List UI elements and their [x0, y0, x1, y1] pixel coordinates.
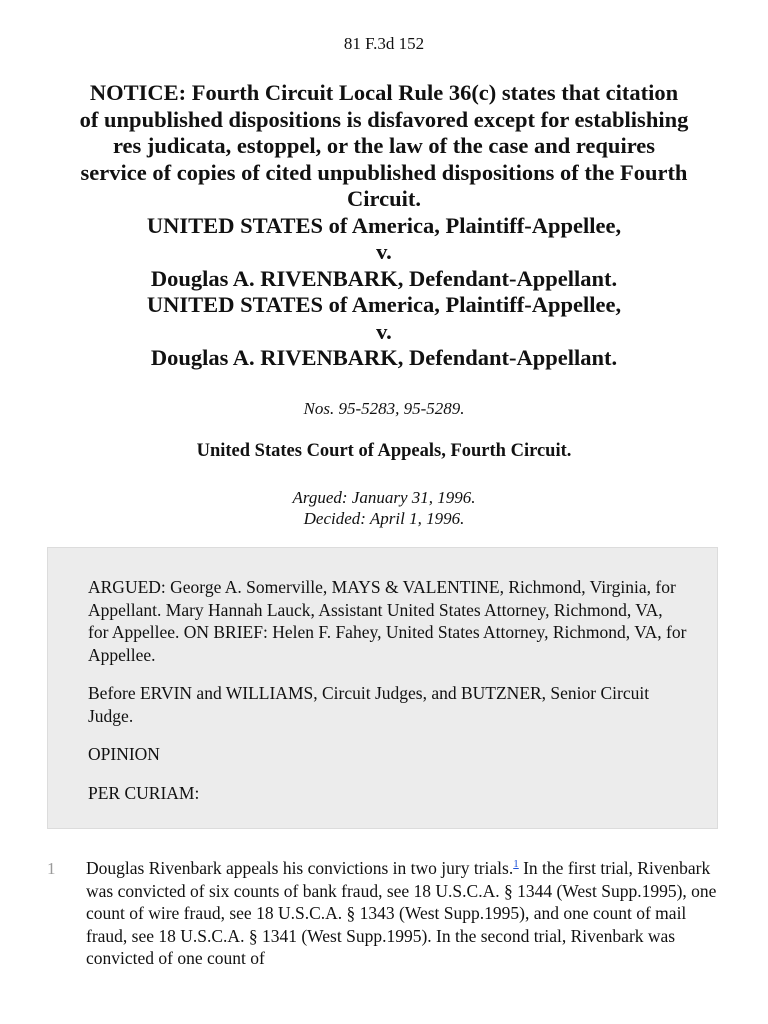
opinion-label: OPINION — [88, 744, 160, 764]
footnote-link[interactable]: 1 — [513, 858, 519, 871]
paragraph-text — [86, 857, 722, 970]
paragraph-text-after: In the first trial, Rivenbark was convicted of six counts of bank fraud, see 18 U.S.C.A. § 1344 (West Supp.1995), one count of wire fraud, see 18 U.S.C.A. § 1343 (West Supp.1995), and one count of mail fraud, see 18 U.S.C.A. § 1341 (West Supp.1995). In the second trial, Rivenbark was convicted of one count of — [86, 858, 717, 968]
notice-line: res judicata, estoppel, or the law of the case and requires — [112, 133, 656, 158]
notice-line: Circuit. — [347, 186, 421, 211]
counsel-panel — [47, 547, 718, 829]
counsel-text: ARGUED: George A. Somerville, MAYS & VALENTINE, Richmond, Virginia, for Appellant. Mary Hannah Lauck, Assistant United States Attorney, Richmond, VA, for Appellee. ON BRIEF: Helen F. Fahey, United States Attorney, Richmond, VA, for Appellee. — [88, 577, 687, 665]
court-name: United States Court of Appeals, Fourth Circuit. — [196, 441, 572, 461]
party-line: UNITED STATES of America, Plaintiff-Appellee, — [146, 212, 622, 238]
party-line: v. — [376, 318, 392, 344]
argued-date: Argued: January 31, 1996. — [292, 488, 476, 507]
party-line: Douglas A. RIVENBARK, Defendant-Appellant. — [150, 345, 618, 370]
notice-line: of unpublished dispositions is disfavored except for establishing — [79, 106, 689, 132]
decided-date: Decided: April 1, 1996. — [303, 509, 465, 528]
per-curiam-label: PER CURIAM: — [88, 782, 200, 803]
paragraph-number: 1 — [47, 859, 56, 878]
party-line: Douglas A. RIVENBARK, Defendant-Appellant. — [150, 265, 618, 291]
case-citation: 81 F.3d 152 — [343, 34, 425, 53]
case-dates — [0, 487, 768, 529]
notice-line: NOTICE: Fourth Circuit Local Rule 36(c) states that citation — [89, 80, 679, 105]
party-line: v. — [376, 239, 392, 264]
notice-line: service of copies of cited unpublished dispositions of the Fourth — [80, 159, 688, 185]
party-line: UNITED STATES of America, Plaintiff-Appellee, — [146, 292, 622, 317]
case-caption — [30, 80, 738, 372]
docket-numbers: Nos. 95-5283, 95-5289. — [303, 399, 465, 418]
panel-judges: Before ERVIN and WILLIAMS, Circuit Judges, and BUTZNER, Senior Circuit Judge. — [88, 683, 650, 726]
paragraph-text-before: Douglas Rivenbark appeals his convictions in two jury trials. — [86, 858, 514, 878]
